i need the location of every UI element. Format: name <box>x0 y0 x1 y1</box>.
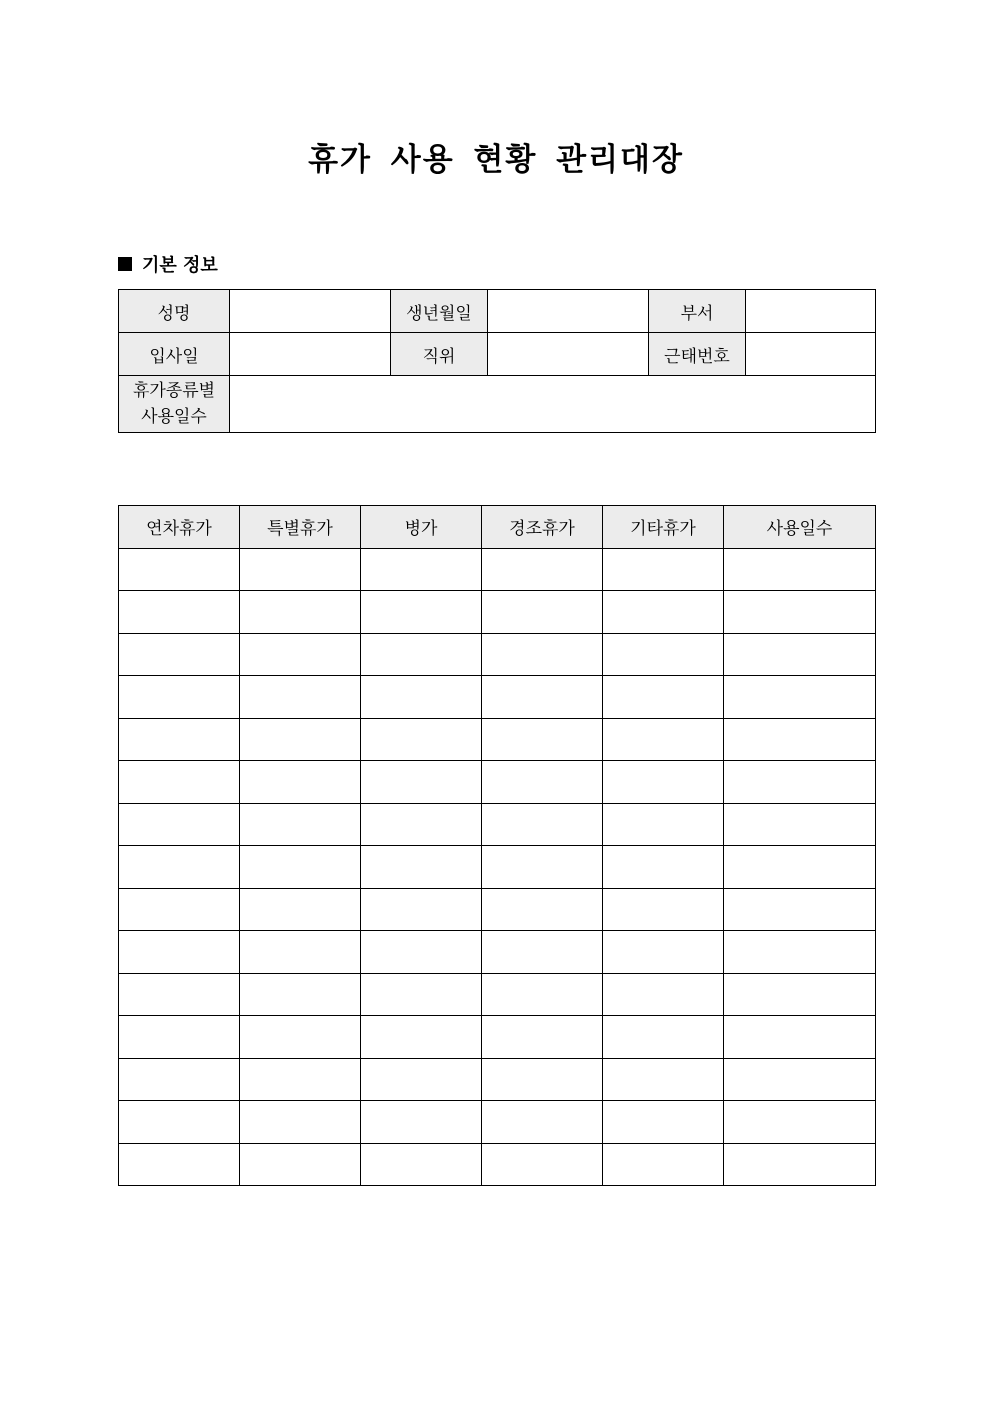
hire-date-label: 입사일 <box>119 333 230 376</box>
sick-leave-cell[interactable] <box>361 718 482 761</box>
family-event-leave-cell[interactable] <box>482 888 603 931</box>
other-leave-cell[interactable] <box>603 591 724 634</box>
family-event-leave-cell[interactable] <box>482 761 603 804</box>
section-heading-label: 기본 정보 <box>142 255 218 276</box>
annual-leave-cell[interactable] <box>119 888 240 931</box>
table-row <box>119 633 876 676</box>
annual-leave-cell[interactable] <box>119 931 240 974</box>
table-row <box>119 1101 876 1144</box>
family-event-leave-cell[interactable] <box>482 633 603 676</box>
days-used-cell[interactable] <box>724 1058 876 1101</box>
days-by-type-label <box>119 376 230 433</box>
family-event-leave-cell[interactable] <box>482 718 603 761</box>
special-leave-cell[interactable] <box>240 761 361 804</box>
basic-info-row <box>119 376 876 433</box>
special-leave-cell[interactable] <box>240 1101 361 1144</box>
family-event-leave-cell[interactable] <box>482 846 603 889</box>
special-leave-cell[interactable] <box>240 591 361 634</box>
header-annual-leave: 연차휴가 <box>119 506 240 549</box>
other-leave-cell[interactable] <box>603 888 724 931</box>
header-other-leave: 기타휴가 <box>603 506 724 549</box>
name-field[interactable] <box>230 290 391 333</box>
special-leave-cell[interactable] <box>240 718 361 761</box>
days-used-cell[interactable] <box>724 718 876 761</box>
special-leave-cell[interactable] <box>240 548 361 591</box>
other-leave-cell[interactable] <box>603 676 724 719</box>
days-used-cell[interactable] <box>724 1143 876 1186</box>
days-used-cell[interactable] <box>724 931 876 974</box>
name-label: 성명 <box>119 290 230 333</box>
days-by-type-label-line1: 휴가종류별 <box>132 381 216 401</box>
table-row <box>119 761 876 804</box>
days-used-cell[interactable] <box>724 633 876 676</box>
other-leave-cell[interactable] <box>603 1016 724 1059</box>
annual-leave-cell[interactable] <box>119 676 240 719</box>
other-leave-cell[interactable] <box>603 973 724 1016</box>
header-sick-leave: 병가 <box>361 506 482 549</box>
annual-leave-cell[interactable] <box>119 633 240 676</box>
sick-leave-cell[interactable] <box>361 1058 482 1101</box>
days-used-cell[interactable] <box>724 548 876 591</box>
annual-leave-cell[interactable] <box>119 1101 240 1144</box>
special-leave-cell[interactable] <box>240 973 361 1016</box>
sick-leave-cell[interactable] <box>361 1101 482 1144</box>
table-header-row <box>119 506 876 549</box>
position-label: 직위 <box>391 333 488 376</box>
annual-leave-cell[interactable] <box>119 548 240 591</box>
special-leave-cell[interactable] <box>240 803 361 846</box>
department-label: 부서 <box>649 290 746 333</box>
special-leave-cell[interactable] <box>240 633 361 676</box>
days-used-cell[interactable] <box>724 1101 876 1144</box>
position-field[interactable] <box>488 333 649 376</box>
table-row <box>119 591 876 634</box>
attendance-no-field[interactable] <box>746 333 876 376</box>
days-used-cell[interactable] <box>724 888 876 931</box>
table-row <box>119 846 876 889</box>
family-event-leave-cell[interactable] <box>482 931 603 974</box>
days-used-cell[interactable] <box>724 676 876 719</box>
family-event-leave-cell[interactable] <box>482 591 603 634</box>
other-leave-cell[interactable] <box>603 761 724 804</box>
annual-leave-cell[interactable] <box>119 591 240 634</box>
days-used-cell[interactable] <box>724 591 876 634</box>
special-leave-cell[interactable] <box>240 1143 361 1186</box>
table-row <box>119 973 876 1016</box>
basic-info-row <box>119 333 876 376</box>
birthdate-field[interactable] <box>488 290 649 333</box>
hire-date-field[interactable] <box>230 333 391 376</box>
sick-leave-cell[interactable] <box>361 591 482 634</box>
table-row <box>119 1058 876 1101</box>
family-event-leave-cell[interactable] <box>482 1058 603 1101</box>
special-leave-cell[interactable] <box>240 1016 361 1059</box>
days-by-type-label-line2: 사용일수 <box>141 407 207 427</box>
other-leave-cell[interactable] <box>603 931 724 974</box>
other-leave-cell[interactable] <box>603 1101 724 1144</box>
other-leave-cell[interactable] <box>603 1143 724 1186</box>
table-row <box>119 1143 876 1186</box>
annual-leave-cell[interactable] <box>119 973 240 1016</box>
bullet-square-icon <box>118 257 132 271</box>
days-used-cell[interactable] <box>724 761 876 804</box>
family-event-leave-cell[interactable] <box>482 548 603 591</box>
other-leave-cell[interactable] <box>603 1058 724 1101</box>
sick-leave-cell[interactable] <box>361 1143 482 1186</box>
annual-leave-cell[interactable] <box>119 803 240 846</box>
header-family-event-leave: 경조휴가 <box>482 506 603 549</box>
leave-usage-table <box>118 505 876 1186</box>
annual-leave-cell[interactable] <box>119 1016 240 1059</box>
annual-leave-cell[interactable] <box>119 718 240 761</box>
sick-leave-cell[interactable] <box>361 846 482 889</box>
annual-leave-cell[interactable] <box>119 1058 240 1101</box>
table-row <box>119 1016 876 1059</box>
sick-leave-cell[interactable] <box>361 888 482 931</box>
table-row <box>119 676 876 719</box>
attendance-no-label: 근태번호 <box>649 333 746 376</box>
sick-leave-cell[interactable] <box>361 973 482 1016</box>
days-used-cell[interactable] <box>724 846 876 889</box>
sick-leave-cell[interactable] <box>361 548 482 591</box>
family-event-leave-cell[interactable] <box>482 803 603 846</box>
table-row <box>119 548 876 591</box>
days-used-cell[interactable] <box>724 803 876 846</box>
days-by-type-field[interactable] <box>230 376 876 433</box>
special-leave-cell[interactable] <box>240 931 361 974</box>
department-field[interactable] <box>746 290 876 333</box>
table-row <box>119 718 876 761</box>
family-event-leave-cell[interactable] <box>482 973 603 1016</box>
family-event-leave-cell[interactable] <box>482 1016 603 1059</box>
days-used-cell[interactable] <box>724 1016 876 1059</box>
section-heading-basic-info <box>118 251 218 277</box>
birthdate-label: 생년월일 <box>391 290 488 333</box>
special-leave-cell[interactable] <box>240 1058 361 1101</box>
sick-leave-cell[interactable] <box>361 1016 482 1059</box>
annual-leave-cell[interactable] <box>119 761 240 804</box>
document-title: 휴가 사용 현황 관리대장 <box>308 142 684 178</box>
special-leave-cell[interactable] <box>240 846 361 889</box>
sick-leave-cell[interactable] <box>361 633 482 676</box>
other-leave-cell[interactable] <box>603 846 724 889</box>
other-leave-cell[interactable] <box>603 633 724 676</box>
header-special-leave: 특별휴가 <box>240 506 361 549</box>
basic-info-table <box>118 289 876 433</box>
family-event-leave-cell[interactable] <box>482 1143 603 1186</box>
sick-leave-cell[interactable] <box>361 803 482 846</box>
sick-leave-cell[interactable] <box>361 931 482 974</box>
other-leave-cell[interactable] <box>603 718 724 761</box>
header-days-used: 사용일수 <box>724 506 876 549</box>
special-leave-cell[interactable] <box>240 888 361 931</box>
other-leave-cell[interactable] <box>603 548 724 591</box>
other-leave-cell[interactable] <box>603 803 724 846</box>
table-row <box>119 888 876 931</box>
family-event-leave-cell[interactable] <box>482 676 603 719</box>
basic-info-row <box>119 290 876 333</box>
table-row <box>119 803 876 846</box>
family-event-leave-cell[interactable] <box>482 1101 603 1144</box>
table-row <box>119 931 876 974</box>
sick-leave-cell[interactable] <box>361 676 482 719</box>
annual-leave-cell[interactable] <box>119 846 240 889</box>
days-used-cell[interactable] <box>724 973 876 1016</box>
annual-leave-cell[interactable] <box>119 1143 240 1186</box>
special-leave-cell[interactable] <box>240 676 361 719</box>
sick-leave-cell[interactable] <box>361 761 482 804</box>
